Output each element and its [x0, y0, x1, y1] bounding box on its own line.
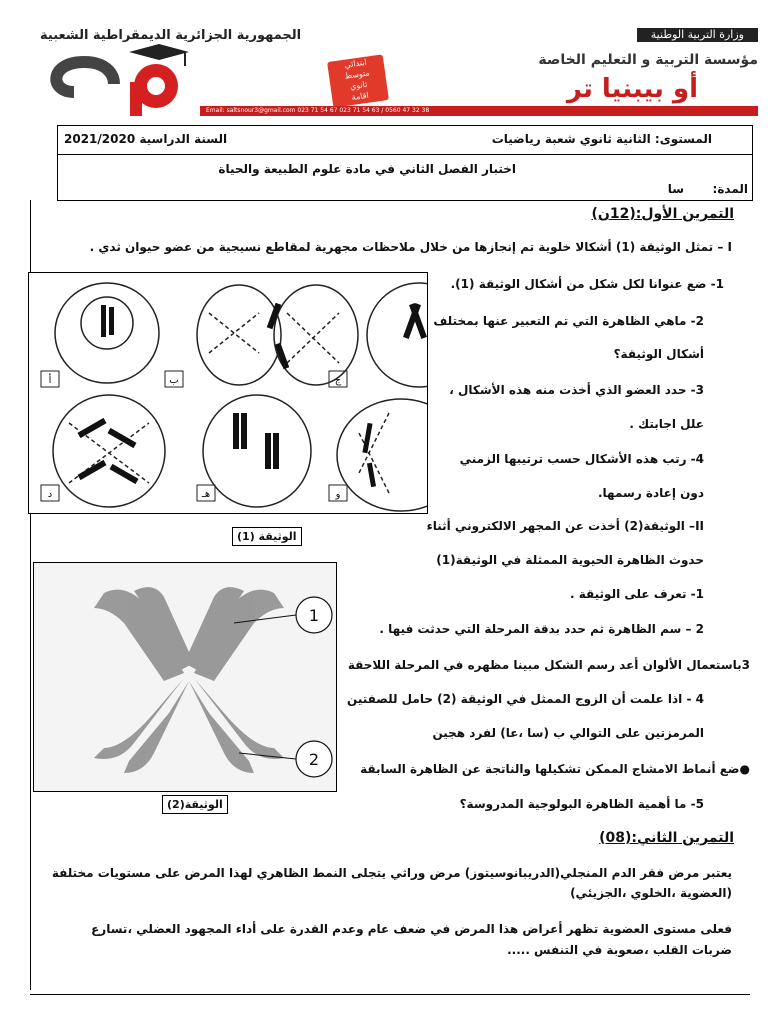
ex2-p2: فعلى مستوى العضوية تظهر أعراض هذا المرض في ضعف عام وعدم القدرة على أداء المجهود العضلي ،تسارع	[91, 922, 732, 936]
level-secondary: ثانوي	[349, 79, 368, 92]
doc2-label-1: 1	[308, 606, 320, 625]
republic-title: الجمهورية الجزائرية الديمقراطية الشعبية	[40, 27, 302, 43]
header-top-line	[40, 28, 758, 42]
exam-title: اختبار الفصل الثاني في مادة علوم الطبيعة والحياة	[218, 162, 516, 176]
school-banner	[40, 44, 758, 116]
ex1-q3a: 3- حدد العضو الذي أخذت منه هذه الأشكال ،	[449, 383, 704, 397]
levels-badge	[327, 54, 389, 107]
duration-value: سا	[667, 182, 684, 196]
ex2-p2b: ضربات القلب ،صعوبة في التنفس .....	[507, 943, 732, 957]
doc1-label-b: ب	[169, 375, 179, 386]
document1-figure	[28, 272, 428, 514]
ex1-q4a: 4- رتب هذه الأشكال حسب ترتيبها الزمني	[459, 452, 704, 466]
cell-division-drawing	[29, 273, 427, 513]
document1-caption: الوثيقة (1)	[232, 527, 302, 546]
ex2-p1b: (العضوية ،الخلوي ،الجزيئي)	[570, 886, 732, 900]
document2-caption: الوثيقة(2)	[162, 795, 228, 814]
ex1-ii-q4c: ●ضع أنماط الامشاج الممكن تشكيلها والناتجة عن الظاهرة السابقة	[360, 762, 750, 776]
level-label: المستوى: الثانية ثانوي شعبة رياضيات	[491, 132, 712, 146]
ex2-p1: يعتبر مرض فقر الدم المنجلي(الدريبانوسيتوز) مرض وراثي يتجلى النمط الظاهري لهذا المرض على مستويات مختلفة	[51, 866, 732, 880]
doc1-label-w: و	[335, 489, 341, 500]
exercise1-intro: I – تمثل الوثيقة (1) أشكالا خلوية تم إنجازها من خلال ملاحظات مجهرية لمقاطع نسيجية من عضو حيوان ثدي .	[89, 240, 732, 254]
doc1-label-j: ج	[334, 375, 342, 386]
ex1-ii-q4b: المرمزتين على التوالي ب (سا ،عا) لفرد هجين	[432, 726, 704, 740]
ex1-ii-q1: 1- تعرف على الوثيقة .	[570, 587, 704, 601]
ex1-q1: 1- ضع عنوانا لكل شكل من أشكال الوثيقة (1).	[450, 277, 724, 291]
page-border-bottom	[30, 994, 750, 995]
doc1-label-d: د	[47, 489, 53, 500]
info-row-level	[58, 126, 752, 155]
ex1-q4b: دون إعادة رسمها.	[597, 486, 704, 500]
ex1-ii-a: II– الوثيقة(2) أخذت عن المجهر الالكتروني أثناء	[426, 519, 704, 533]
exercise2-title: التمرين الثاني:(08)	[599, 830, 734, 846]
year-label: السنة الدراسية 2021/2020	[64, 132, 228, 146]
school-name: مؤسسة التربية و التعليم الخاصة	[538, 52, 758, 68]
ex1-q2b: أشكال الوثيقة؟	[613, 347, 704, 361]
ex1-ii-q2: 2 – سم الظاهرة ثم حدد بدقة المرحلة التي حدثت فيها .	[379, 622, 704, 636]
school-logo	[44, 44, 194, 116]
contact-strip: Email: saltsnour3@gmail.com 023 71 54 67 023 71 54 63 / 0560 47 32 38	[200, 106, 758, 116]
brand-name: أو بيبنيا تر	[566, 74, 698, 104]
document2-figure	[33, 562, 337, 792]
exercise1-title: التمرين الأول:(12ن)	[591, 206, 734, 222]
doc1-label-a: أ	[48, 375, 52, 386]
ex1-ii-b: حدوث الظاهرة الحيوية الممثلة في الوثيقة(1)	[436, 553, 704, 567]
level-primary: ابتدائي	[343, 57, 368, 70]
level-residence: اقامة	[351, 90, 370, 102]
ex1-q2a: 2- ماهي الظاهرة التي تم التعبير عنها بمختلف	[433, 314, 704, 328]
exam-info-box	[57, 125, 753, 201]
chromosome-micrograph	[34, 563, 336, 791]
ministry-bar: وزارة التربية الوطنية	[637, 28, 758, 42]
level-middle: متوسط	[344, 68, 371, 81]
duration-label: المدة:	[712, 182, 748, 196]
doc1-label-h: هـ	[201, 489, 211, 500]
doc2-label-2: 2	[308, 750, 320, 769]
ex1-ii-q3: 3باستعمال الألوان أعد رسم الشكل مبينا مظهره في المرحلة اللاحقة	[347, 658, 750, 672]
ex1-ii-q4a: 4 - اذا علمت أن الزوج الممثل في الوثيقة (2) حامل للصفتين	[347, 692, 704, 706]
ex1-q3b: علل اجابتك .	[629, 417, 704, 431]
ex1-ii-q5: 5- ما أهمية الظاهرة البولوجية المدروسة؟	[459, 797, 704, 811]
